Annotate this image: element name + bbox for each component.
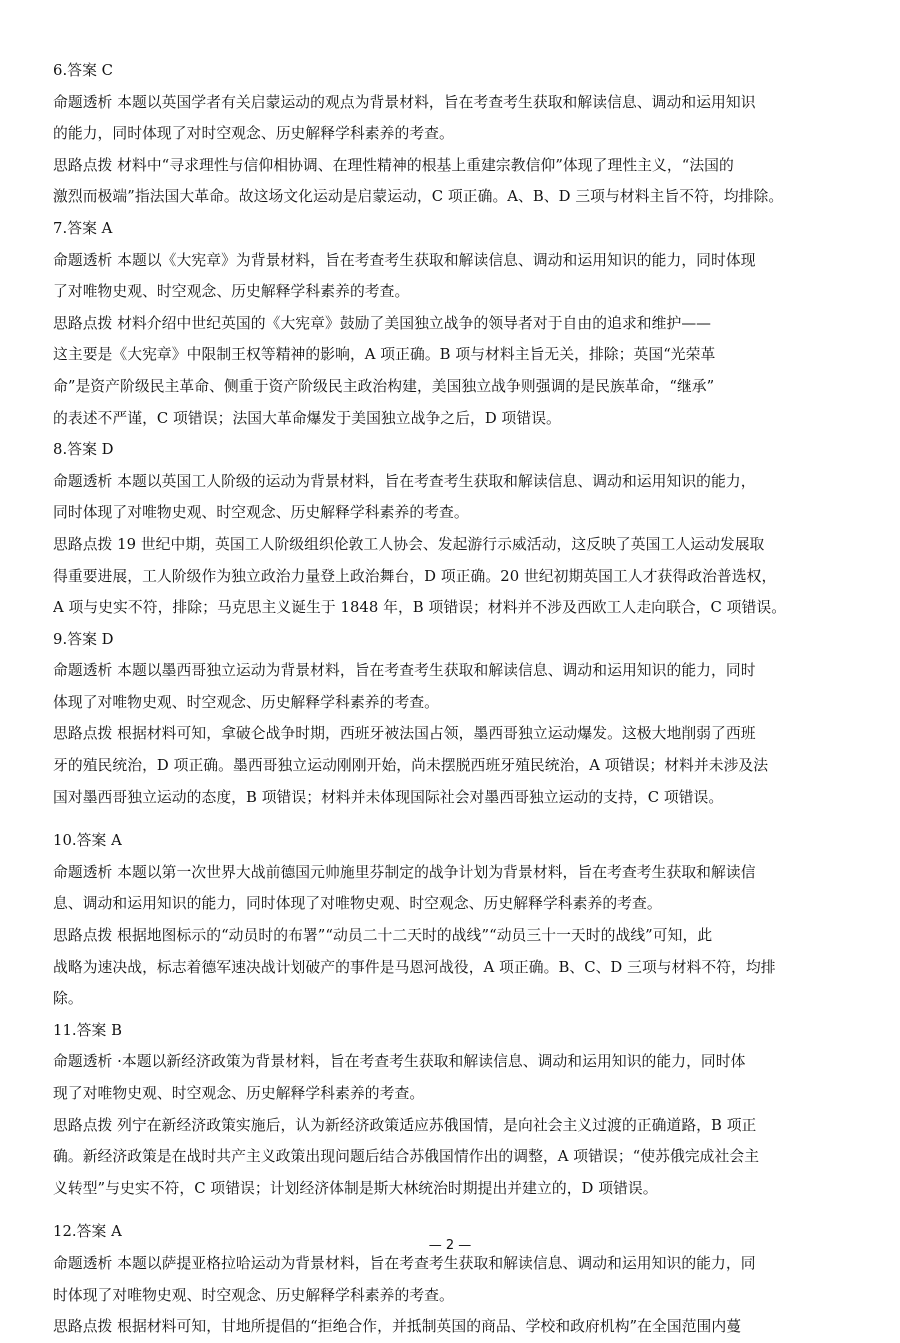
text-line: 时体现了对唯物史观、时空观念、历史解释学科素养的考查。 [53, 1286, 454, 1304]
answer-heading: 12.答案 A [53, 1223, 122, 1241]
text-line: 命题透析 本题以英国学者有关启蒙运动的观点为背景材料，旨在考查考生获取和解读信息、调动和运用知识 [53, 93, 756, 111]
answer-heading: 10.答案 A [53, 832, 122, 850]
text-line: 思路点拨 列宁在新经济政策实施后，认为新经济政策适应苏俄国情，是向社会主义过渡的正确道路，B 项正 [53, 1116, 757, 1134]
answer-heading: 7.答案 A [53, 219, 113, 237]
answer-block [53, 825, 853, 1015]
text-line: 命题透析 本题以第一次世界大战前德国元帅施里芬制定的战争计划为背景材料，旨在考查考生获取和解读信 [53, 863, 756, 881]
text-line: 同时体现了对唯物史观、时空观念、历史解释学科素养的考查。 [53, 504, 469, 522]
answer-heading: 8.答案 D [53, 441, 114, 459]
text-line: 命题透析 ·本题以新经济政策为背景材料，旨在考查考生获取和解读信息、调动和运用知识的能力，同时体 [53, 1053, 746, 1071]
text-line: 确。新经济政策是在战时共产主义政策出现问题后结合苏俄国情作出的调整，A 项错误；“使苏俄完成社会主 [53, 1148, 760, 1166]
text-line: 命题透析 本题以墨西哥独立运动为背景材料，旨在考查考生获取和解读信息、调动和运用知识的能力，同时 [53, 662, 756, 680]
answer-explanations [53, 55, 853, 1343]
text-line: 激烈而极端”指法国大革命。故这场文化运动是启蒙运动，C 项正确。A、B、D 三项与材料主旨不符，均排除。 [53, 188, 784, 206]
answer-block [53, 213, 853, 434]
answer-heading: 9.答案 D [53, 630, 114, 648]
text-line: 国对墨西哥独立运动的态度，B 项错误；材料并未体现国际社会对墨西哥独立运动的支持，C 项错误。 [53, 788, 724, 806]
text-line: 除。 [53, 990, 83, 1008]
text-line: 思路点拨 根据材料可知，甘地所提倡的“拒绝合作，并抵制英国的商品、学校和政府机构”在全国范围内蔓 [53, 1318, 742, 1336]
answer-block [53, 1015, 853, 1205]
text-line: 牙的殖民统治，D 项正确。墨西哥独立运动刚刚开始，尚未摆脱西班牙殖民统治，A 项错误；材料并未涉及法 [53, 757, 769, 775]
answer-block [53, 434, 853, 624]
answer-heading: 11.答案 B [53, 1021, 123, 1039]
text-line: 命题透析 本题以萨提亚格拉哈运动为背景材料，旨在考查考生获取和解读信息、调动和运用知识的能力，同 [53, 1254, 756, 1272]
text-line: 命”是资产阶级民主革命、侧重于资产阶级民主政治构建，美国独立战争则强调的是民族革命，“继承” [53, 377, 715, 395]
page-number: — 2 — [428, 1238, 472, 1253]
answer-block [53, 55, 853, 213]
text-line: 义转型”与史实不符，C 项错误；计划经济体制是斯大林统治时期提出并建立的，D 项错误。 [53, 1179, 658, 1197]
text-line: 这主要是《大宪章》中限制王权等精神的影响，A 项正确。B 项与材料主旨无关，排除；英国“光荣革 [53, 346, 716, 364]
text-line: 思路点拨 根据地图标示的“动员时的布署”“动员二十二天时的战线”“动员三十一天时的战线”可知，此 [53, 927, 713, 945]
text-line: 息、调动和运用知识的能力，同时体现了对唯物史观、时空观念、历史解释学科素养的考查。 [53, 895, 662, 913]
text-line: 的表述不严谨，C 项错误；法国大革命爆发于美国独立战争之后，D 项错误。 [53, 409, 561, 427]
text-line: 战略为速决战，标志着德军速决战计划破产的事件是马恩河战役，A 项正确。B、C、D 三项与材料不符，均排 [53, 958, 776, 976]
text-line: 思路点拨 材料中“寻求理性与信仰相协调、在理性精神的根基上重建宗教信仰”体现了理性主义，“法国的 [53, 156, 734, 174]
answer-block [53, 1216, 853, 1342]
text-line: 的能力，同时体现了对时空观念、历史解释学科素养的考查。 [53, 125, 454, 143]
answer-heading: 6.答案 C [53, 62, 114, 79]
text-line: 现了对唯物史观、时空观念、历史解释学科素养的考查。 [53, 1085, 425, 1102]
text-line: 了对唯物史观、时空观念、历史解释学科素养的考查。 [53, 283, 410, 301]
text-line: 思路点拨 19 世纪中期，英国工人阶级组织伦敦工人协会、发起游行示威活动，这反映了英国工人运动发展取 [53, 535, 765, 553]
answer-block [53, 624, 853, 814]
text-line: A 项与史实不符，排除；马克思主义诞生于 1848 年，B 项错误；材料并不涉及西欧工人走向联合，C 项错误。 [53, 599, 787, 617]
text-line: 思路点拨 根据材料可知，拿破仑战争时期，西班牙被法国占领，墨西哥独立运动爆发。这极大地削弱了西班 [53, 725, 756, 743]
text-line: 命题透析 本题以《大宪章》为背景材料，旨在考查考生获取和解读信息、调动和运用知识的能力，同时体现 [53, 251, 756, 269]
text-line: 体现了对唯物史观、时空观念、历史解释学科素养的考查。 [53, 693, 440, 711]
text-line: 命题透析 本题以英国工人阶级的运动为背景材料，旨在考查考生获取和解读信息、调动和运用知识的能力， [53, 472, 756, 490]
text-line: 思路点拨 材料介绍中世纪英国的《大宪章》鼓励了美国独立战争的领导者对于自由的追求和维护—— [53, 314, 712, 332]
text-line: 得重要进展，工人阶级作为独立政治力量登上政治舞台，D 项正确。20 世纪初期英国工人才获得政治普选权， [53, 567, 777, 585]
